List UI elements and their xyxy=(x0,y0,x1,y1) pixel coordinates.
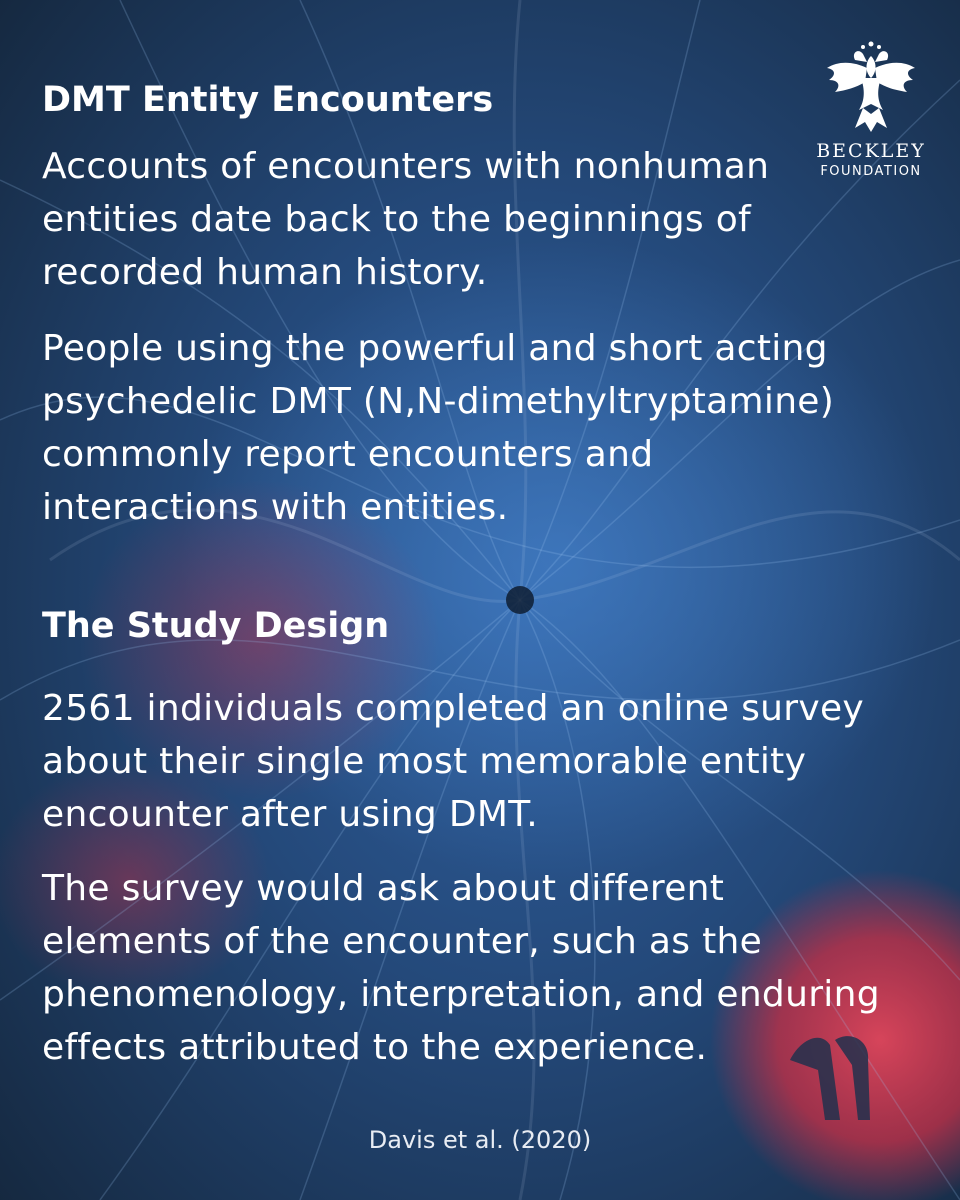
section2-paragraph-2: The survey would ask about different elements of the encounter, such as the phenomenology, interpretation, and enduring effects attributed to the experience. xyxy=(42,868,880,1068)
section1-paragraph-1: Accounts of encounters with nonhuman entities date back to the beginnings of recorded human history. xyxy=(42,146,770,293)
section2-heading: The Study Design xyxy=(42,606,390,646)
double-headed-eagle-icon xyxy=(825,38,917,134)
section1-paragraph-2: People using the powerful and short acting psychedelic DMT (N,N-dimethyltryptamine) commonly report encounters and interactions with entities. xyxy=(42,328,835,528)
logo-name: BECKLEY xyxy=(816,140,926,162)
section2-paragraph-1: 2561 individuals completed an online survey about their single most memorable entity encounter after using DMT. xyxy=(42,688,865,835)
section1-heading: DMT Entity Encounters xyxy=(42,80,494,120)
citation: Davis et al. (2020) xyxy=(368,1126,592,1154)
logo-subtitle: FOUNDATION xyxy=(820,164,922,179)
